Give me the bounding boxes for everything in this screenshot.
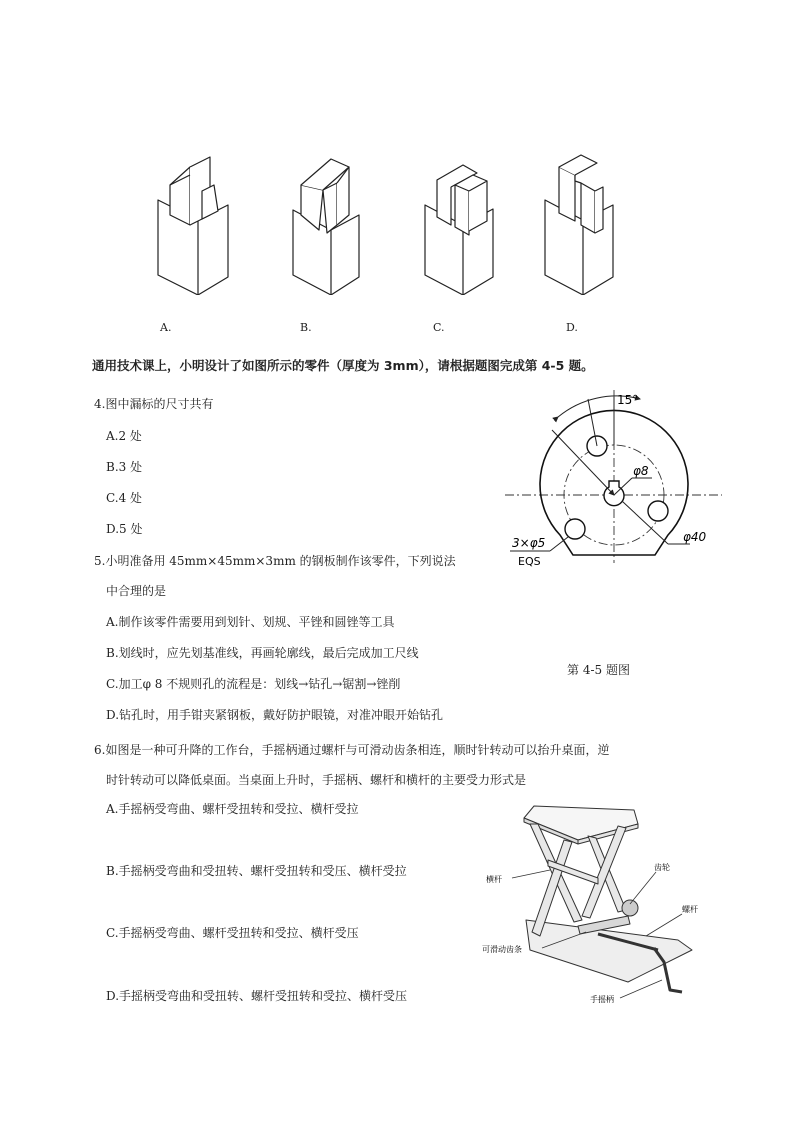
options-figure: [140, 145, 640, 295]
phi8-dimension: φ8: [633, 464, 649, 478]
q6-option-d: D.手摇柄受弯曲和受扭转、螺杆受扭转和受拉、横杆受压: [106, 989, 408, 1003]
part-drawing: [500, 385, 730, 585]
q4-option-a: A.2 处: [106, 429, 142, 443]
option-c-drawing: [425, 165, 493, 295]
phi40-dimension: φ40: [683, 530, 707, 544]
q5-option-c: C.加工φ 8 不规则孔的流程是：划线→钻孔→锯割→锉削: [106, 677, 401, 691]
part-drawing-caption: 第 4-5 题图: [567, 663, 630, 677]
q6-stem-line1: 6.如图是一种可升降的工作台，手摇柄通过螺杆与可滑动齿条相连，顺时针转动可以抬升桌面，逆: [94, 743, 610, 757]
eqs-label: EQS: [518, 555, 541, 568]
holes-dimension: 3×φ5: [512, 536, 546, 550]
option-d-drawing: [545, 155, 613, 295]
hole-left: [565, 519, 585, 539]
q6-option-a: A.手摇柄受弯曲、螺杆受扭转和受拉、横杆受拉: [106, 802, 359, 816]
q5-stem-line1: 5.小明准备用 45mm×45mm×3mm 的钢板制作该零件，下列说法: [94, 554, 456, 568]
option-a-label: A.: [160, 321, 172, 334]
gear: [622, 900, 638, 916]
q5-stem-line2: 中合理的是: [106, 584, 167, 598]
q4-stem: 4.图中漏标的尺寸共有: [94, 397, 214, 411]
lifting-table-figure: [478, 800, 718, 1015]
angle-dimension: 15°: [617, 393, 639, 407]
keyed-hole: [604, 481, 624, 506]
option-b-drawing: [293, 159, 359, 295]
q4-option-b: B.3 处: [106, 460, 143, 474]
section-intro: 通用技术课上，小明设计了如图所示的零件（厚度为 3mm），请根据题图完成第 4-5 题。: [92, 358, 594, 373]
label-gear: 齿轮: [654, 863, 670, 872]
hole-right: [648, 501, 668, 521]
q4-option-c: C.4 处: [106, 491, 143, 505]
q6-stem-line2: 时针转动可以降低桌面。当桌面上升时，手摇柄、螺杆和横杆的主要受力形式是: [106, 773, 527, 787]
option-a-drawing: [158, 157, 228, 295]
label-rack: 可滑动齿条: [482, 945, 522, 954]
option-d-label: D.: [566, 321, 578, 334]
option-c-label: C.: [433, 321, 445, 334]
q5-option-a: A.制作该零件需要用到划针、划规、平锉和圆锉等工具: [106, 615, 395, 629]
q5-option-d: D.钻孔时，用手钳夹紧钢板，戴好防护眼镜，对准冲眼开始钻孔: [106, 708, 444, 722]
q4-option-d: D.5 处: [106, 522, 143, 536]
q5-option-b: B.划线时，应先划基准线，再画轮廓线，最后完成加工尺线: [106, 646, 419, 660]
label-screw: 螺杆: [682, 905, 698, 914]
label-handle: 手摇柄: [590, 995, 614, 1004]
option-b-label: B.: [300, 321, 312, 334]
q6-option-c: C.手摇柄受弯曲、螺杆受扭转和受拉、横杆受压: [106, 926, 359, 940]
q6-option-b: B.手摇柄受弯曲和受扭转、螺杆受扭转和受压、横杆受拉: [106, 864, 407, 878]
label-crossbar: 横杆: [486, 875, 502, 884]
